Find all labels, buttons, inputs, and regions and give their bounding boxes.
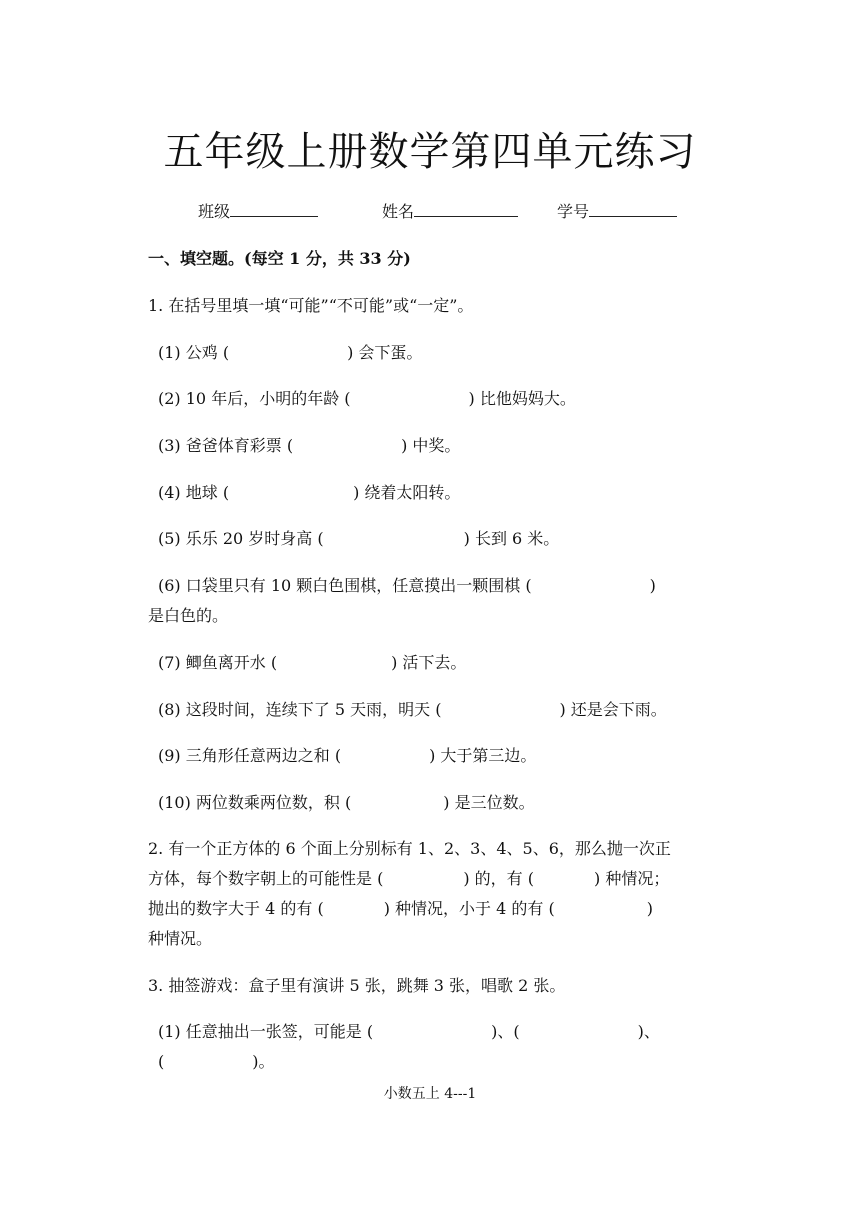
q1-item: (1) 公鸡 ( ) 会下蛋。: [158, 343, 423, 362]
student-id-field: [557, 199, 677, 222]
name-label: 姓名: [382, 202, 415, 221]
question-2-line: 2. 有一个正方体的 6 个面上分别标有 1、2、3、4、5、6，那么抛一次正: [148, 839, 671, 858]
question-2-line: 方体，每个数字朝上的可能性是 ( ) 的，有 ( ) 种情况；: [148, 869, 670, 888]
q1-item: (4) 地球 ( ) 绕着太阳转。: [158, 483, 461, 502]
q3-item: (1) 任意抽出一张签，可能是 ( )、( )、: [158, 1022, 660, 1041]
q1-item-continuation: 是白色的。: [148, 606, 229, 625]
q1-item: (3) 爸爸体育彩票 ( ) 中奖。: [158, 436, 461, 455]
q1-item: (6) 口袋里只有 10 颗白色围棋，任意摸出一颗围棋 ( ): [158, 576, 656, 595]
class-blank: [230, 200, 318, 217]
q3-item-continuation: ( )。: [158, 1052, 275, 1071]
q1-item: (9) 三角形任意两边之和 ( ) 大于第三边。: [158, 746, 537, 765]
class-field: [198, 199, 318, 222]
question-2-line: 抛出的数字大于 4 的有 ( ) 种情况，小于 4 的有 ( ): [148, 899, 653, 918]
class-label: 班级: [198, 202, 231, 221]
question-2-line: 种情况。: [148, 929, 213, 948]
q1-item: (8) 这段时间，连续下了 5 天雨，明天 ( ) 还是会下雨。: [158, 700, 667, 719]
name-blank: [414, 200, 518, 217]
student-id-label: 学号: [557, 202, 590, 221]
name-field: [382, 199, 518, 222]
page-footer: 小数五上 4---1: [383, 1086, 477, 1102]
section-heading: 一、填空题。(每空 1 分，共 33 分): [148, 249, 411, 268]
question-3-stem: 3. 抽签游戏：盒子里有演讲 5 张，跳舞 3 张，唱歌 2 张。: [148, 976, 566, 995]
page-title: 五年级上册数学第四单元练习: [163, 129, 697, 175]
q1-item: (5) 乐乐 20 岁时身高 ( ) 长到 6 米。: [158, 529, 560, 548]
q1-item: (2) 10 年后，小明的年龄 ( ) 比他妈妈大。: [158, 389, 576, 408]
q1-item: (10) 两位数乘两位数，积 ( ) 是三位数。: [158, 793, 535, 812]
question-1-stem: 1. 在括号里填一填“可能”“不可能”或“一定”。: [148, 296, 474, 315]
student-id-blank: [589, 200, 677, 217]
q1-item: (7) 鲫鱼离开水 ( ) 活下去。: [158, 653, 467, 672]
